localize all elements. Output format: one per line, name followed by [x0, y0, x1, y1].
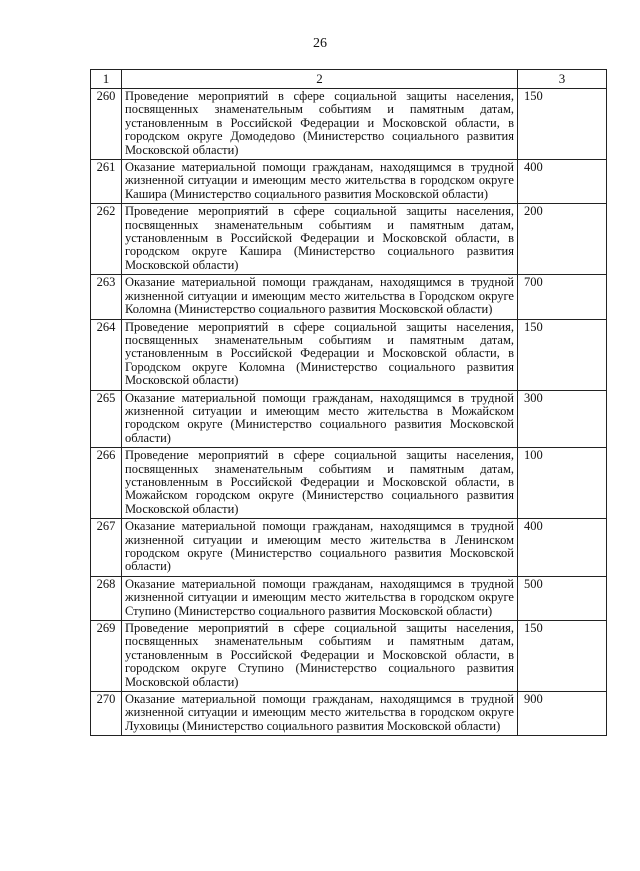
- row-amount: 700: [518, 275, 607, 319]
- row-description: Оказание материальной помощи гражданам, находящимся в трудной жизненной ситуации и имеющим место жительства в Ленинском городском округе (Министерство социального развития Московской области): [122, 519, 518, 577]
- row-amount: 150: [518, 89, 607, 160]
- data-table: [90, 69, 607, 736]
- row-number: 268: [91, 576, 122, 620]
- row-amount: 150: [518, 319, 607, 390]
- row-amount: 300: [518, 390, 607, 448]
- table-row: [91, 160, 607, 204]
- row-description: Оказание материальной помощи гражданам, находящимся в трудной жизненной ситуации и имеющим место жительства в Можайском городском округе (Министерство социального развития Московской области): [122, 390, 518, 448]
- row-amount: 100: [518, 448, 607, 519]
- row-description: Проведение мероприятий в сфере социальной защиты населения, посвященных знаменательным событиям и памятным датам, установленным в Российской Федерации и Московской области, в Можайском городском округе (Министерство социального развития Московской области): [122, 448, 518, 519]
- row-number: 269: [91, 621, 122, 692]
- table-row: [91, 621, 607, 692]
- table-row: [91, 448, 607, 519]
- row-description: Проведение мероприятий в сфере социальной защиты населения, посвященных знаменательным событиям и памятным датам, установленным в Российской Федерации и Московской области, в городском округе Ступино (Министерство социального развития Московской области): [122, 621, 518, 692]
- row-number: 266: [91, 448, 122, 519]
- row-amount: 900: [518, 692, 607, 736]
- table-row: [91, 519, 607, 577]
- row-description: Проведение мероприятий в сфере социальной защиты населения, посвященных знаменательным событиям и памятным датам, установленным в Российской Федерации и Московской области, в Городском округе Коломна (Министерство социального развития Московской области): [122, 319, 518, 390]
- row-description: Оказание материальной помощи гражданам, находящимся в трудной жизненной ситуации и имеющим место жительства в Городском округе Коломна (Министерство социального развития Московской области): [122, 275, 518, 319]
- row-description: Оказание материальной помощи гражданам, находящимся в трудной жизненной ситуации и имеющим место жительства в городском округе Кашира (Министерство социального развития Московской области): [122, 160, 518, 204]
- row-number: 260: [91, 89, 122, 160]
- row-description: Оказание материальной помощи гражданам, находящимся в трудной жизненной ситуации и имеющим место жительства в городском округе Ступино (Министерство социального развития Московской области): [122, 576, 518, 620]
- page-number: 26: [313, 36, 327, 51]
- row-amount: 400: [518, 519, 607, 577]
- row-amount: 200: [518, 204, 607, 275]
- row-description: Проведение мероприятий в сфере социальной защиты населения, посвященных знаменательным событиям и памятным датам, установленным в Российской Федерации и Московской области, в городском округе Кашира (Министерство социального развития Московской области): [122, 204, 518, 275]
- table-row: [91, 89, 607, 160]
- table-header-row: [91, 70, 607, 89]
- row-number: 267: [91, 519, 122, 577]
- row-amount: 150: [518, 621, 607, 692]
- table-row: [91, 576, 607, 620]
- row-description: Оказание материальной помощи гражданам, находящимся в трудной жизненной ситуации и имеющим место жительства в городском округе Луховицы (Министерство социального развития Московской области): [122, 692, 518, 736]
- row-description: Проведение мероприятий в сфере социальной защиты населения, посвященных знаменательным событиям и памятным датам, установленным в Российской Федерации и Московской области, в городском округе Домодедово (Министерство социального развития Московской области): [122, 89, 518, 160]
- row-amount: 500: [518, 576, 607, 620]
- row-amount: 400: [518, 160, 607, 204]
- column-header-number: 1: [91, 70, 122, 89]
- table-row: [91, 204, 607, 275]
- column-header-description: 2: [122, 70, 518, 89]
- row-number: 262: [91, 204, 122, 275]
- row-number: 265: [91, 390, 122, 448]
- table-row: [91, 275, 607, 319]
- table-row: [91, 319, 607, 390]
- row-number: 261: [91, 160, 122, 204]
- column-header-amount: 3: [518, 70, 607, 89]
- row-number: 263: [91, 275, 122, 319]
- row-number: 264: [91, 319, 122, 390]
- table-row: [91, 390, 607, 448]
- row-number: 270: [91, 692, 122, 736]
- table-row: [91, 692, 607, 736]
